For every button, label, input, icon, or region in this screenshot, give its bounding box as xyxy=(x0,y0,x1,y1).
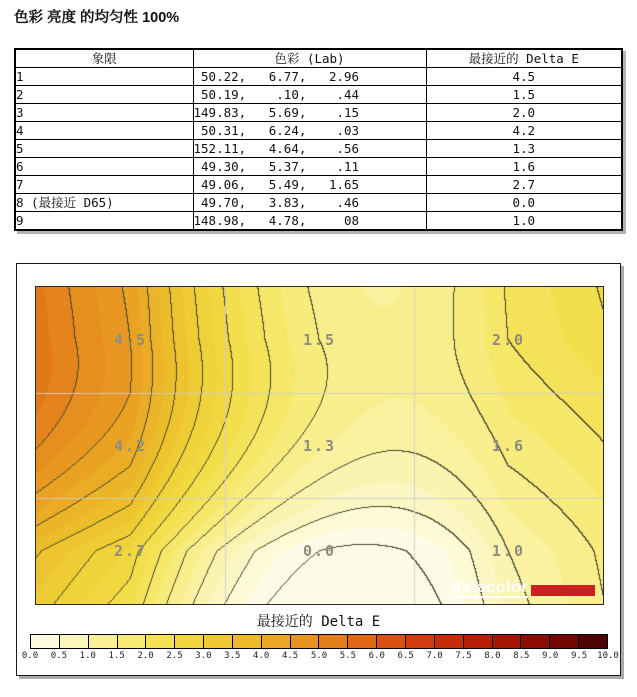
colorbar-caption: 最接近的 Delta E xyxy=(256,614,381,630)
colorbar-segment xyxy=(89,635,118,648)
table-row xyxy=(15,122,622,140)
quadrant-cell: 5 xyxy=(15,140,193,158)
delta-e-cell: 4.5 xyxy=(426,68,622,86)
table-body xyxy=(15,68,622,231)
table-row xyxy=(15,68,622,86)
delta-e-label: 2.7 xyxy=(113,542,148,561)
table-row xyxy=(15,140,622,158)
colorbar-tick-label: 8.0 xyxy=(484,651,501,661)
colorbar-segment xyxy=(60,635,89,648)
lab-value-cell: 49.30, 5.37, .11 xyxy=(193,158,426,176)
lab-value-cell: 49.06, 5.49, 1.65 xyxy=(193,176,426,194)
colorbar-tick-label: 4.0 xyxy=(253,651,270,661)
colorbar-tick-label: 10.0 xyxy=(597,651,619,661)
quadrant-cell: 3 xyxy=(15,104,193,122)
colorbar-tick-labels xyxy=(21,651,619,664)
colorbar-segment xyxy=(233,635,262,648)
colorbar-tick-label: 9.5 xyxy=(570,651,588,661)
delta-e-cell: 2.7 xyxy=(426,176,622,194)
col-header-lab: 色彩 (Lab) xyxy=(193,49,426,68)
colorbar-tick-label: 6.5 xyxy=(397,651,414,661)
quadrant-cell: 4 xyxy=(15,122,193,140)
delta-e-cell: 2.0 xyxy=(426,104,622,122)
colorbar-segment xyxy=(406,635,435,648)
delta-e-label: 1.3 xyxy=(302,436,337,455)
colorbar-segment xyxy=(377,635,406,648)
delta-e-label: 4.2 xyxy=(113,436,148,455)
colorbar-segment xyxy=(550,635,579,648)
colorbar-tick-label: 5.0 xyxy=(310,651,328,661)
uniformity-table xyxy=(14,48,623,231)
colorbar-segment xyxy=(262,635,291,648)
colorbar-segment xyxy=(348,635,377,648)
colorbar-tick-label: 1.5 xyxy=(108,651,125,661)
delta-e-cell: 1.0 xyxy=(426,212,622,231)
delta-e-colorbar xyxy=(30,634,608,649)
lab-value-cell: 149.83, 5.69, .15 xyxy=(193,104,426,122)
colorbar-tick-label: 3.0 xyxy=(195,651,212,661)
colorbar-tick-label: 7.0 xyxy=(426,651,443,661)
delta-e-label: 1.0 xyxy=(491,542,526,561)
datacolor-logo xyxy=(451,580,595,598)
colorbar-segment xyxy=(31,635,60,648)
colorbar-segment xyxy=(579,635,607,648)
uniformity-plot-panel xyxy=(16,263,621,676)
delta-e-label: 1.6 xyxy=(491,436,526,455)
colorbar-tick-label: 2.0 xyxy=(137,651,154,661)
colorbar-tick-label: 6.0 xyxy=(368,651,385,661)
colorbar-segment xyxy=(319,635,348,648)
delta-e-cell: 1.3 xyxy=(426,140,622,158)
table-row xyxy=(15,176,622,194)
lab-value-cell: 50.31, 6.24, .03 xyxy=(193,122,426,140)
datacolor-logo-text: datacolor xyxy=(451,579,528,596)
colorbar-tick-label: 7.5 xyxy=(455,651,472,661)
colorbar-tick-label: 2.5 xyxy=(166,651,183,661)
quadrant-cell: 1 xyxy=(15,68,193,86)
colorbar-segment xyxy=(146,635,175,648)
table-header xyxy=(15,49,622,68)
delta-e-label: 4.5 xyxy=(113,330,148,349)
colorbar-tick-label: 9.0 xyxy=(542,651,559,661)
col-header-delta-e: 最接近的 Delta E xyxy=(426,49,622,68)
quadrant-cell: 6 xyxy=(15,158,193,176)
colorbar-segment xyxy=(493,635,522,648)
quadrant-cell: 7 xyxy=(15,176,193,194)
delta-e-cell: 4.2 xyxy=(426,122,622,140)
colorbar-segment xyxy=(204,635,233,648)
lab-value-cell: 152.11, 4.64, .56 xyxy=(193,140,426,158)
lab-value-cell: 49.70, 3.83, .46 xyxy=(193,194,426,212)
delta-e-label: 2.0 xyxy=(491,330,526,349)
colorbar-segment xyxy=(521,635,550,648)
delta-e-cell: 0.0 xyxy=(426,194,622,212)
quadrant-cell: 2 xyxy=(15,86,193,104)
colorbar-segment xyxy=(175,635,204,648)
table-row xyxy=(15,104,622,122)
delta-e-label: 0.0 xyxy=(302,542,337,561)
datacolor-logo-bar xyxy=(531,585,595,596)
colorbar-tick-label: 4.5 xyxy=(281,651,299,661)
delta-e-label: 1.5 xyxy=(302,330,337,349)
lab-value-cell: 148.98, 4.78, 08 xyxy=(193,212,426,231)
lab-value-cell: 50.19, .10, .44 xyxy=(193,86,426,104)
table-row xyxy=(15,86,622,104)
table-row xyxy=(15,194,622,212)
colorbar-tick-label: 8.5 xyxy=(513,651,530,661)
delta-e-cell: 1.5 xyxy=(426,86,622,104)
quadrant-cell: 9 xyxy=(15,212,193,231)
colorbar-segment xyxy=(464,635,493,648)
col-header-quadrant: 象限 xyxy=(15,49,193,68)
colorbar-segment xyxy=(118,635,147,648)
colorbar-segment xyxy=(291,635,320,648)
quadrant-cell: 8 (最接近 D65) xyxy=(15,194,193,212)
colorbar-segment xyxy=(435,635,464,648)
colorbar-tick-label: 0.5 xyxy=(50,651,68,661)
lab-value-cell: 50.22, 6.77, 2.96 xyxy=(193,68,426,86)
table-row xyxy=(15,212,622,231)
colorbar-tick-label: 5.5 xyxy=(339,651,357,661)
delta-e-cell: 1.6 xyxy=(426,158,622,176)
page-title: 色彩 亮度 的均匀性 100% xyxy=(14,10,180,26)
table-row xyxy=(15,158,622,176)
table-header-row xyxy=(15,49,622,68)
colorbar-tick-label: 1.0 xyxy=(79,651,96,661)
contour-plot xyxy=(35,286,604,605)
colorbar-tick-label: 0.0 xyxy=(21,651,39,661)
colorbar-tick-label: 3.5 xyxy=(224,651,241,661)
